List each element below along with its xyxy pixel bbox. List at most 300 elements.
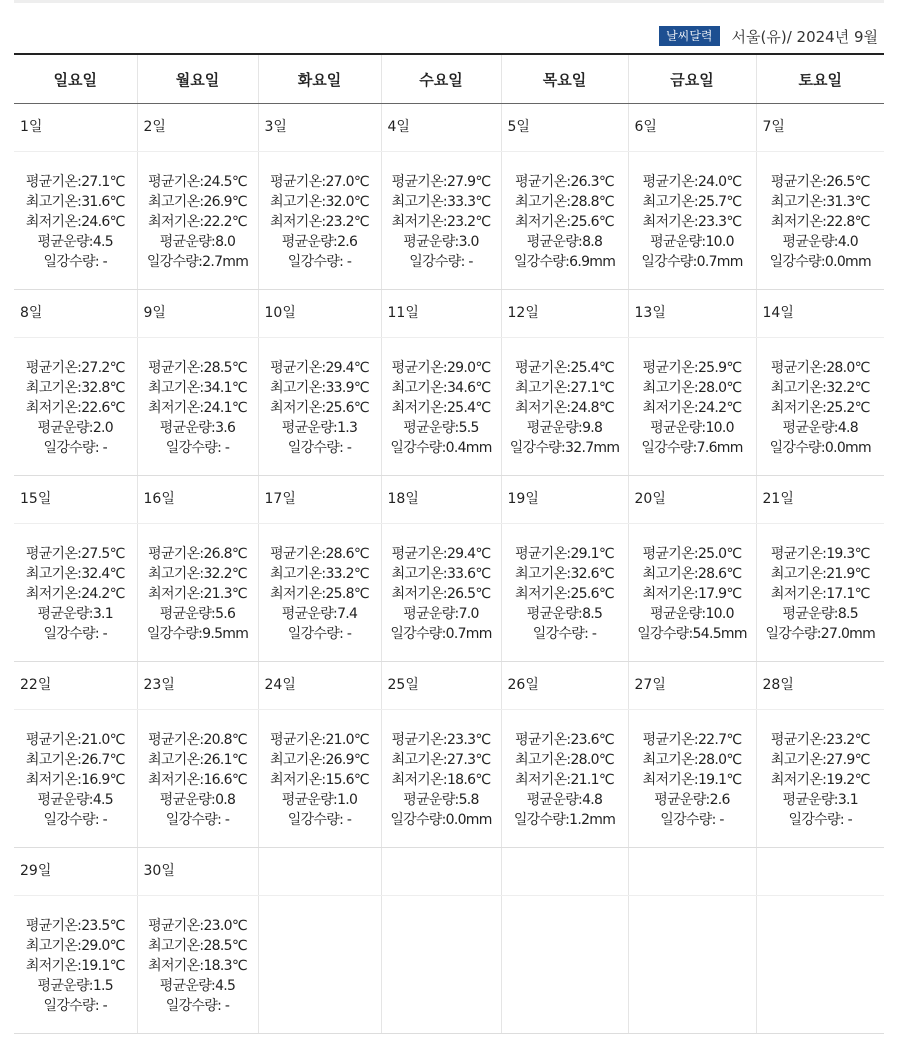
weather-line-cloud bbox=[757, 604, 885, 624]
weather-line-rain bbox=[757, 810, 885, 830]
weather-line-rain bbox=[14, 810, 137, 830]
avg-label: 평균기온: bbox=[25, 732, 82, 748]
weather-line-max bbox=[757, 564, 885, 584]
rain-value: 0.7mm bbox=[445, 626, 492, 642]
day-date-cell: 28일 bbox=[756, 662, 884, 710]
avg-label: 평균기온: bbox=[770, 546, 827, 562]
day-date-cell: 11일 bbox=[381, 290, 501, 338]
weather-lines bbox=[502, 524, 628, 644]
cloud-label: 평균운량: bbox=[37, 606, 93, 622]
day-weather-cell bbox=[628, 524, 756, 662]
weather-line-min bbox=[757, 398, 885, 418]
avg-value: 25.9℃ bbox=[697, 360, 742, 376]
weather-line-avg bbox=[138, 544, 258, 564]
day-weather-cell bbox=[756, 710, 884, 848]
weather-lines bbox=[14, 710, 137, 830]
day-weather-cell bbox=[756, 338, 884, 476]
min-label: 최저기온: bbox=[25, 772, 82, 788]
weather-row bbox=[14, 152, 884, 290]
weather-line-cloud bbox=[382, 790, 501, 810]
min-value: 22.8℃ bbox=[826, 214, 870, 230]
day-weather-cell bbox=[14, 338, 137, 476]
min-value: 25.8℃ bbox=[325, 586, 369, 602]
weather-line-cloud bbox=[502, 790, 628, 810]
max-label: 최고기온: bbox=[770, 566, 827, 582]
avg-value: 23.0℃ bbox=[203, 918, 247, 934]
weather-line-min bbox=[382, 212, 501, 232]
day-date-cell: 24일 bbox=[258, 662, 381, 710]
weather-line-max bbox=[138, 192, 258, 212]
max-value: 32.0℃ bbox=[325, 194, 369, 210]
weather-line-avg bbox=[138, 172, 258, 192]
weather-line-cloud bbox=[14, 604, 137, 624]
weather-line-cloud bbox=[382, 604, 501, 624]
weather-line-max bbox=[259, 192, 381, 212]
rain-label: 일강수량: bbox=[788, 812, 844, 828]
rain-value: - bbox=[221, 998, 230, 1014]
avg-value: 29.4℃ bbox=[325, 360, 369, 376]
min-value: 23.2℃ bbox=[325, 214, 369, 230]
day-date-cell: 4일 bbox=[381, 104, 501, 152]
avg-value: 23.2℃ bbox=[826, 732, 870, 748]
weather-line-rain bbox=[138, 624, 258, 644]
weather-line-cloud bbox=[629, 232, 756, 252]
rain-value: 0.0mm bbox=[445, 812, 492, 828]
min-value: 17.9℃ bbox=[697, 586, 742, 602]
rain-value: - bbox=[715, 812, 724, 828]
weather-line-cloud bbox=[14, 790, 137, 810]
max-label: 최고기온: bbox=[148, 938, 204, 954]
avg-value: 29.0℃ bbox=[446, 360, 491, 376]
weather-line-avg bbox=[14, 916, 137, 936]
weather-lines bbox=[757, 524, 885, 644]
avg-label: 평균기온: bbox=[148, 360, 204, 376]
max-value: 32.2℃ bbox=[203, 566, 247, 582]
weather-line-min bbox=[14, 398, 137, 418]
avg-label: 평균기온: bbox=[515, 174, 571, 190]
day-date-cell: 13일 bbox=[628, 290, 756, 338]
cloud-label: 평균운량: bbox=[159, 234, 216, 250]
min-label: 최저기온: bbox=[270, 586, 326, 602]
max-value: 26.7℃ bbox=[81, 752, 125, 768]
day-date-cell: 25일 bbox=[381, 662, 501, 710]
date-row bbox=[14, 476, 884, 524]
weather-line-max bbox=[382, 564, 501, 584]
date-row bbox=[14, 662, 884, 710]
weather-line-avg bbox=[629, 544, 756, 564]
date-row bbox=[14, 290, 884, 338]
day-date-cell: 10일 bbox=[258, 290, 381, 338]
day-date-cell: 9일 bbox=[137, 290, 258, 338]
cloud-label: 평균운량: bbox=[782, 234, 838, 250]
day-weather-cell bbox=[501, 524, 628, 662]
day-weather-cell bbox=[501, 152, 628, 290]
weather-lines bbox=[502, 152, 628, 272]
avg-label: 평균기온: bbox=[642, 360, 698, 376]
weather-line-min bbox=[259, 770, 381, 790]
max-value: 33.6℃ bbox=[446, 566, 491, 582]
weekday-tuesday: 화요일 bbox=[258, 54, 381, 104]
max-label: 최고기온: bbox=[148, 380, 204, 396]
weather-line-cloud bbox=[259, 790, 381, 810]
cloud-label: 평균운량: bbox=[650, 234, 706, 250]
empty-date-cell bbox=[381, 848, 501, 896]
weekday-thursday: 목요일 bbox=[501, 54, 628, 104]
weather-line-max bbox=[502, 192, 628, 212]
weather-line-rain bbox=[629, 810, 756, 830]
min-label: 최저기온: bbox=[642, 586, 698, 602]
weather-line-cloud bbox=[138, 604, 258, 624]
day-weather-cell bbox=[501, 710, 628, 848]
min-value: 16.6℃ bbox=[203, 772, 247, 788]
weather-line-min bbox=[502, 212, 628, 232]
rain-value: 0.0mm bbox=[824, 254, 871, 270]
weather-line-avg bbox=[138, 358, 258, 378]
rain-value: - bbox=[221, 440, 230, 456]
day-weather-cell bbox=[381, 524, 501, 662]
cloud-value: 1.0 bbox=[337, 792, 358, 808]
max-value: 33.9℃ bbox=[325, 380, 369, 396]
weather-line-max bbox=[259, 564, 381, 584]
weather-line-rain bbox=[259, 624, 381, 644]
weather-line-min bbox=[502, 584, 628, 604]
day-date-cell: 7일 bbox=[756, 104, 884, 152]
max-label: 최고기온: bbox=[391, 380, 447, 396]
weather-line-rain bbox=[382, 624, 501, 644]
max-label: 최고기온: bbox=[770, 380, 827, 396]
empty-date-cell bbox=[756, 848, 884, 896]
day-date-cell: 1일 bbox=[14, 104, 137, 152]
day-date-cell: 20일 bbox=[628, 476, 756, 524]
max-value: 31.6℃ bbox=[81, 194, 125, 210]
weather-line-rain bbox=[14, 438, 137, 458]
cloud-value: 8.5 bbox=[837, 606, 858, 622]
rain-label: 일강수량: bbox=[513, 254, 570, 270]
weather-line-cloud bbox=[629, 418, 756, 438]
cloud-value: 3.6 bbox=[215, 420, 236, 436]
min-label: 최저기온: bbox=[391, 586, 447, 602]
weather-lines bbox=[382, 152, 501, 272]
cloud-value: 0.8 bbox=[215, 792, 236, 808]
rain-value: 54.5mm bbox=[692, 626, 747, 642]
min-value: 22.6℃ bbox=[81, 400, 125, 416]
weather-lines bbox=[259, 524, 381, 644]
weather-lines bbox=[757, 710, 885, 830]
max-value: 31.3℃ bbox=[826, 194, 870, 210]
avg-value: 23.3℃ bbox=[446, 732, 491, 748]
weather-line-rain bbox=[757, 624, 885, 644]
weather-line-max bbox=[138, 378, 258, 398]
weather-lines bbox=[14, 152, 137, 272]
min-label: 최저기온: bbox=[391, 400, 447, 416]
day-weather-cell bbox=[14, 524, 137, 662]
rain-label: 일강수량: bbox=[765, 626, 821, 642]
weather-line-rain bbox=[138, 996, 258, 1016]
weather-line-max bbox=[629, 750, 756, 770]
max-label: 최고기온: bbox=[270, 380, 326, 396]
weather-line-min bbox=[629, 212, 756, 232]
avg-label: 평균기온: bbox=[642, 174, 698, 190]
weather-line-avg bbox=[382, 544, 501, 564]
weather-line-cloud bbox=[382, 232, 501, 252]
max-value: 28.5℃ bbox=[203, 938, 247, 954]
weather-lines bbox=[382, 710, 501, 830]
weather-line-max bbox=[14, 936, 137, 956]
rain-value: 32.7mm bbox=[565, 440, 620, 456]
max-value: 28.0℃ bbox=[697, 380, 742, 396]
weather-line-rain bbox=[629, 624, 756, 644]
min-label: 최저기온: bbox=[770, 400, 827, 416]
cloud-label: 평균운량: bbox=[782, 420, 838, 436]
min-value: 26.5℃ bbox=[446, 586, 491, 602]
rain-label: 일강수량: bbox=[287, 626, 344, 642]
rain-value: 27.0mm bbox=[820, 626, 876, 642]
weather-lines bbox=[382, 338, 501, 458]
day-date-cell: 23일 bbox=[137, 662, 258, 710]
weather-line-avg bbox=[14, 544, 137, 564]
rain-label: 일강수량: bbox=[287, 440, 344, 456]
min-label: 최저기온: bbox=[25, 958, 82, 974]
weather-line-rain bbox=[14, 996, 137, 1016]
weather-line-rain bbox=[259, 252, 381, 272]
weather-line-cloud bbox=[502, 604, 628, 624]
avg-label: 평균기온: bbox=[270, 174, 326, 190]
cloud-value: 3.1 bbox=[837, 792, 858, 808]
rain-value: - bbox=[464, 254, 473, 270]
day-date-cell: 19일 bbox=[501, 476, 628, 524]
cloud-label: 평균운량: bbox=[37, 420, 93, 436]
max-label: 최고기온: bbox=[270, 194, 326, 210]
cloud-value: 4.5 bbox=[215, 978, 236, 994]
day-date-cell: 30일 bbox=[137, 848, 258, 896]
rain-label: 일강수량: bbox=[165, 440, 222, 456]
weather-line-max bbox=[14, 192, 137, 212]
max-value: 27.1℃ bbox=[570, 380, 614, 396]
max-label: 최고기온: bbox=[25, 938, 82, 954]
max-label: 최고기온: bbox=[270, 752, 326, 768]
weather-line-min bbox=[138, 398, 258, 418]
cloud-label: 평균운량: bbox=[281, 234, 338, 250]
cloud-value: 4.5 bbox=[92, 792, 113, 808]
empty-date-cell bbox=[628, 848, 756, 896]
weather-line-avg bbox=[629, 730, 756, 750]
weather-line-max bbox=[629, 564, 756, 584]
rain-value: - bbox=[98, 998, 107, 1014]
avg-value: 29.1℃ bbox=[570, 546, 614, 562]
empty-weather-cell bbox=[628, 896, 756, 1034]
day-weather-cell bbox=[756, 152, 884, 290]
weather-line-max bbox=[14, 378, 137, 398]
cloud-label: 평균운량: bbox=[159, 420, 216, 436]
max-value: 27.3℃ bbox=[446, 752, 491, 768]
avg-label: 평균기온: bbox=[25, 546, 82, 562]
cloud-label: 평균운량: bbox=[403, 792, 459, 808]
day-weather-cell bbox=[756, 524, 884, 662]
rain-label: 일강수량: bbox=[287, 254, 344, 270]
cloud-label: 평균운량: bbox=[37, 234, 93, 250]
cloud-label: 평균운량: bbox=[281, 420, 338, 436]
avg-label: 평균기온: bbox=[391, 360, 447, 376]
calendar-caption bbox=[14, 22, 884, 50]
weather-line-min bbox=[502, 770, 628, 790]
cloud-label: 평균운량: bbox=[526, 606, 583, 622]
weather-line-max bbox=[757, 750, 885, 770]
cloud-label: 평균운량: bbox=[650, 606, 706, 622]
weather-line-min bbox=[629, 398, 756, 418]
max-value: 32.6℃ bbox=[570, 566, 614, 582]
rain-value: - bbox=[98, 440, 107, 456]
weather-line-cloud bbox=[138, 790, 258, 810]
weather-line-min bbox=[259, 584, 381, 604]
avg-label: 평균기온: bbox=[391, 546, 447, 562]
cloud-value: 2.6 bbox=[337, 234, 358, 250]
max-label: 최고기온: bbox=[148, 194, 204, 210]
rain-value: - bbox=[343, 440, 352, 456]
weekday-friday: 금요일 bbox=[628, 54, 756, 104]
day-date-cell: 14일 bbox=[756, 290, 884, 338]
avg-value: 19.3℃ bbox=[826, 546, 870, 562]
day-weather-cell bbox=[258, 152, 381, 290]
min-label: 최저기온: bbox=[642, 214, 698, 230]
weather-line-rain bbox=[259, 810, 381, 830]
min-value: 24.6℃ bbox=[81, 214, 125, 230]
min-label: 최저기온: bbox=[515, 772, 571, 788]
weather-lines bbox=[757, 338, 885, 458]
weather-line-avg bbox=[14, 172, 137, 192]
rain-label: 일강수량: bbox=[390, 626, 446, 642]
min-label: 최저기온: bbox=[391, 772, 447, 788]
weather-lines bbox=[629, 710, 756, 830]
weather-line-rain bbox=[138, 438, 258, 458]
weather-line-avg bbox=[757, 544, 885, 564]
weather-line-min bbox=[138, 770, 258, 790]
avg-value: 23.5℃ bbox=[81, 918, 125, 934]
weather-line-rain bbox=[14, 624, 137, 644]
cloud-label: 평균운량: bbox=[654, 792, 710, 808]
weekday-monday: 월요일 bbox=[137, 54, 258, 104]
min-value: 19.1℃ bbox=[81, 958, 125, 974]
rain-value: - bbox=[343, 812, 352, 828]
avg-label: 평균기온: bbox=[515, 732, 571, 748]
weather-line-min bbox=[14, 212, 137, 232]
weather-line-cloud bbox=[629, 790, 756, 810]
weather-line-avg bbox=[259, 730, 381, 750]
min-value: 19.2℃ bbox=[826, 772, 870, 788]
cloud-label: 평균운량: bbox=[281, 606, 338, 622]
avg-value: 27.2℃ bbox=[81, 360, 125, 376]
weather-line-min bbox=[757, 770, 885, 790]
min-label: 최저기온: bbox=[25, 586, 82, 602]
rain-label: 일강수량: bbox=[409, 254, 465, 270]
cloud-label: 평균운량: bbox=[403, 420, 459, 436]
day-date-cell: 6일 bbox=[628, 104, 756, 152]
avg-label: 평균기온: bbox=[642, 546, 698, 562]
max-label: 최고기온: bbox=[391, 752, 447, 768]
avg-label: 평균기온: bbox=[515, 546, 571, 562]
max-value: 28.6℃ bbox=[697, 566, 742, 582]
weather-lines bbox=[502, 338, 628, 458]
rain-value: 0.7mm bbox=[696, 254, 743, 270]
day-weather-cell bbox=[14, 710, 137, 848]
weather-line-rain bbox=[629, 438, 756, 458]
weather-calendar-badge: 날씨달력 bbox=[659, 26, 719, 46]
avg-value: 27.9℃ bbox=[446, 174, 491, 190]
weather-line-cloud bbox=[757, 790, 885, 810]
max-value: 34.1℃ bbox=[203, 380, 247, 396]
min-label: 최저기온: bbox=[770, 586, 827, 602]
day-weather-cell bbox=[628, 710, 756, 848]
day-weather-cell bbox=[137, 524, 258, 662]
weather-lines bbox=[138, 152, 258, 272]
weather-row bbox=[14, 524, 884, 662]
max-value: 33.3℃ bbox=[446, 194, 491, 210]
avg-value: 24.0℃ bbox=[697, 174, 742, 190]
max-label: 최고기온: bbox=[642, 194, 698, 210]
weather-line-max bbox=[138, 564, 258, 584]
max-label: 최고기온: bbox=[515, 566, 571, 582]
min-label: 최저기온: bbox=[148, 214, 204, 230]
weekday-header-row bbox=[14, 54, 884, 104]
day-weather-cell bbox=[14, 896, 137, 1034]
avg-value: 27.0℃ bbox=[325, 174, 369, 190]
cloud-label: 평균운량: bbox=[403, 606, 459, 622]
weather-line-min bbox=[259, 398, 381, 418]
cloud-label: 평균운량: bbox=[782, 792, 838, 808]
weather-line-cloud bbox=[138, 232, 258, 252]
max-value: 28.8℃ bbox=[570, 194, 614, 210]
max-label: 최고기온: bbox=[642, 566, 698, 582]
avg-label: 평균기온: bbox=[391, 732, 447, 748]
weather-lines bbox=[138, 710, 258, 830]
max-label: 최고기온: bbox=[148, 752, 204, 768]
max-value: 27.9℃ bbox=[826, 752, 870, 768]
avg-value: 27.5℃ bbox=[81, 546, 125, 562]
weather-line-cloud bbox=[382, 418, 501, 438]
weather-line-max bbox=[14, 750, 137, 770]
cloud-value: 5.8 bbox=[458, 792, 479, 808]
weather-line-min bbox=[629, 584, 756, 604]
weather-line-cloud bbox=[757, 418, 885, 438]
min-value: 23.3℃ bbox=[697, 214, 742, 230]
weather-line-min bbox=[757, 212, 885, 232]
max-label: 최고기온: bbox=[25, 380, 82, 396]
weather-line-min bbox=[259, 212, 381, 232]
avg-value: 23.6℃ bbox=[570, 732, 614, 748]
max-label: 최고기온: bbox=[25, 566, 82, 582]
weather-lines bbox=[138, 338, 258, 458]
rain-value: 1.2mm bbox=[569, 812, 616, 828]
min-value: 19.1℃ bbox=[697, 772, 742, 788]
day-date-cell: 16일 bbox=[137, 476, 258, 524]
weather-line-avg bbox=[382, 172, 501, 192]
location-month-label: 서울(유)/ 2024년 9월 bbox=[731, 27, 878, 46]
weather-line-max bbox=[629, 378, 756, 398]
top-divider bbox=[14, 0, 884, 3]
rain-value: - bbox=[343, 626, 352, 642]
avg-value: 28.5℃ bbox=[203, 360, 247, 376]
day-weather-cell bbox=[628, 152, 756, 290]
rain-label: 일강수량: bbox=[43, 998, 99, 1014]
cloud-value: 7.4 bbox=[337, 606, 358, 622]
weather-line-max bbox=[502, 564, 628, 584]
max-label: 최고기온: bbox=[642, 380, 698, 396]
weather-line-rain bbox=[502, 252, 628, 272]
max-label: 최고기온: bbox=[515, 194, 571, 210]
max-value: 21.9℃ bbox=[826, 566, 870, 582]
avg-value: 21.0℃ bbox=[81, 732, 125, 748]
min-value: 18.6℃ bbox=[446, 772, 491, 788]
avg-label: 평균기온: bbox=[25, 360, 82, 376]
